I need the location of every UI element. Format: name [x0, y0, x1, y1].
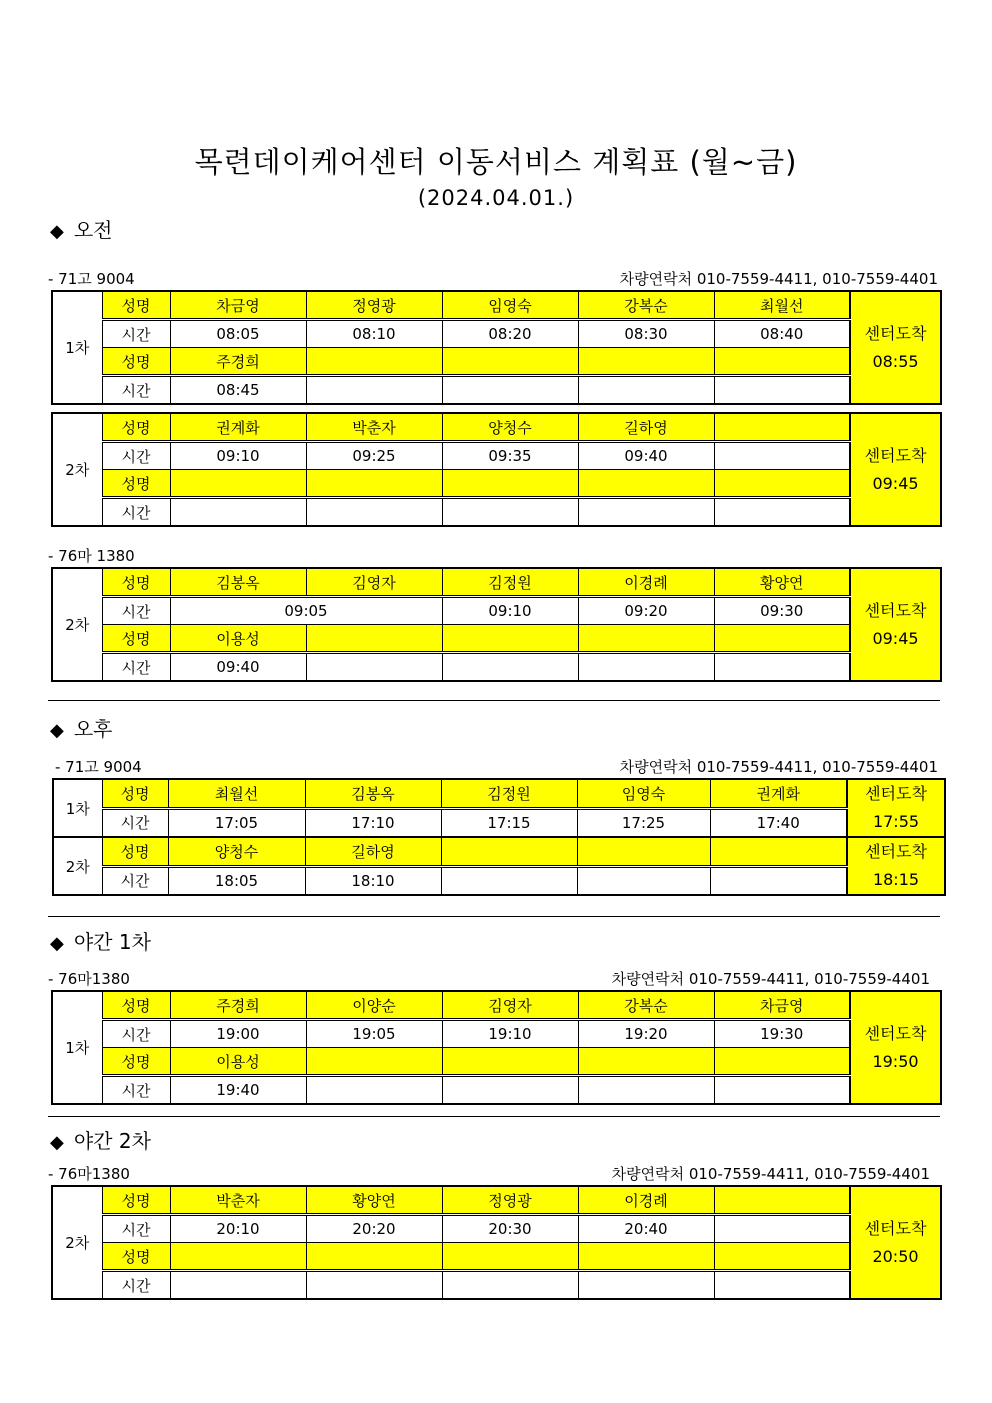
- section-heading-am: ◆ 오전: [50, 218, 113, 242]
- arrival-time: 18:15: [872, 870, 920, 889]
- time-cell: 19:30: [714, 1020, 850, 1048]
- name-cell: 권계화: [170, 413, 306, 442]
- time-cell: 08:20: [442, 320, 578, 348]
- page-title: 목련데이케어센터 이동서비스 계획표 (월~금): [194, 145, 798, 179]
- round-label: 2차: [52, 568, 102, 681]
- diamond-icon: ◆: [50, 720, 64, 741]
- name-cell: 김봉옥: [170, 568, 306, 597]
- time-label: 시간: [102, 498, 170, 527]
- name-cell: [170, 470, 306, 498]
- name-cell: 김영자: [442, 991, 578, 1020]
- name-cell: 황양연: [306, 1186, 442, 1215]
- time-cell: [577, 866, 710, 895]
- time-cell: 17:40: [710, 808, 847, 837]
- time-label: 시간: [102, 653, 170, 682]
- vehicle-contact: 차량연락처 010-7559-4411, 010-7559-4401: [619, 758, 938, 776]
- time-cell: 09:30: [714, 597, 850, 625]
- round-label: 2차: [52, 1186, 102, 1299]
- name-label: 성명: [102, 291, 170, 320]
- name-cell: 양청수: [442, 413, 578, 442]
- name-cell: 이경례: [578, 1186, 714, 1215]
- arrival-cell: 센터도착 19:50: [850, 991, 941, 1104]
- time-cell: [714, 653, 850, 682]
- name-cell: [306, 625, 442, 653]
- time-cell: 19:20: [578, 1020, 714, 1048]
- time-cell: [306, 653, 442, 682]
- arrival-cell: 센터도착 17:55: [847, 779, 945, 837]
- name-cell: 길하영: [305, 837, 441, 866]
- time-cell: [170, 1271, 306, 1300]
- time-cell: 09:40: [578, 442, 714, 470]
- name-cell: [441, 837, 577, 866]
- name-cell: [577, 837, 710, 866]
- name-label: 성명: [102, 625, 170, 653]
- schedule-table-am-2: [51, 412, 942, 527]
- name-label: 성명: [102, 413, 170, 442]
- time-label: 시간: [102, 1076, 170, 1105]
- time-cell: [442, 1076, 578, 1105]
- time-label: 시간: [102, 376, 170, 405]
- round-label: 2차: [52, 413, 102, 526]
- diamond-icon: ◆: [50, 933, 64, 954]
- vehicle-contact: 차량연락처 010-7559-4411, 010-7559-4401: [611, 1165, 930, 1183]
- name-label: 성명: [102, 779, 168, 808]
- time-cell: [578, 498, 714, 527]
- name-cell: 강복순: [578, 291, 714, 320]
- time-label: 시간: [102, 442, 170, 470]
- time-cell: [578, 653, 714, 682]
- time-cell: 17:10: [305, 808, 441, 837]
- name-cell: 차금영: [714, 991, 850, 1020]
- time-cell: 18:05: [168, 866, 305, 895]
- name-cell: 임영숙: [577, 779, 710, 808]
- vehicle-number: - 76마1380: [48, 1165, 130, 1183]
- time-cell: 08:45: [170, 376, 306, 405]
- time-cell: 08:40: [714, 320, 850, 348]
- time-cell: 09:35: [442, 442, 578, 470]
- name-label: 성명: [102, 1186, 170, 1215]
- arrival-time: 09:45: [872, 628, 919, 648]
- time-cell: [306, 1271, 442, 1300]
- section-divider: [48, 1116, 940, 1117]
- time-cell: [578, 1076, 714, 1105]
- time-cell: 17:25: [577, 808, 710, 837]
- time-cell: [306, 376, 442, 405]
- time-cell: 09:10: [442, 597, 578, 625]
- name-cell: [578, 470, 714, 498]
- name-cell: 길하영: [578, 413, 714, 442]
- arrival-time: 09:45: [872, 473, 919, 493]
- vehicle-number: - 76마 1380: [48, 547, 135, 565]
- name-cell: [578, 1048, 714, 1076]
- name-cell: [306, 1048, 442, 1076]
- time-cell: [714, 376, 850, 405]
- section-heading-night-1: ◆ 야간 1차: [50, 930, 151, 954]
- name-cell: 정영광: [442, 1186, 578, 1215]
- time-cell: [714, 498, 850, 527]
- section-heading-night-2: ◆ 야간 2차: [50, 1129, 151, 1153]
- page-date: (2024.04.01.): [417, 186, 575, 210]
- time-cell: [306, 1076, 442, 1105]
- time-cell: 19:00: [170, 1020, 306, 1048]
- vehicle-contact: 차량연락처 010-7559-4411, 010-7559-4401: [619, 270, 938, 288]
- time-cell: [442, 653, 578, 682]
- schedule-table-night-1: [51, 990, 942, 1105]
- name-cell: [714, 1243, 850, 1271]
- time-cell-merged: 09:05: [170, 597, 442, 625]
- vehicle-number: - 76마1380: [48, 970, 130, 988]
- time-cell: 08:30: [578, 320, 714, 348]
- time-cell: 09:25: [306, 442, 442, 470]
- section-heading-pm: ◆ 오후: [50, 717, 113, 741]
- name-cell: 양청수: [168, 837, 305, 866]
- time-cell: [442, 498, 578, 527]
- name-cell: 최월선: [168, 779, 305, 808]
- diamond-icon: ◆: [50, 221, 64, 242]
- time-cell: 17:15: [441, 808, 577, 837]
- name-label: 성명: [102, 568, 170, 597]
- time-cell: 09:20: [578, 597, 714, 625]
- time-cell: 08:05: [170, 320, 306, 348]
- name-cell: 주경희: [170, 348, 306, 376]
- name-cell: 김정원: [441, 779, 577, 808]
- arrival-cell: 센터도착 08:55: [850, 291, 941, 404]
- name-cell: 이용성: [170, 625, 306, 653]
- name-cell: [578, 1243, 714, 1271]
- arrival-cell: 센터도착 09:45: [850, 413, 941, 526]
- arrival-cell: 센터도착 09:45: [850, 568, 941, 681]
- round-label: 1차: [53, 779, 102, 837]
- time-cell: [714, 442, 850, 470]
- time-label: 시간: [102, 866, 168, 895]
- name-cell: [710, 837, 847, 866]
- name-cell: [306, 1243, 442, 1271]
- arrival-time: 08:55: [872, 351, 919, 371]
- name-cell: [442, 348, 578, 376]
- time-cell: [578, 376, 714, 405]
- name-cell: 이경례: [578, 568, 714, 597]
- name-label: 성명: [102, 470, 170, 498]
- name-label: 성명: [102, 837, 168, 866]
- time-cell: [578, 1271, 714, 1300]
- time-cell: [714, 1271, 850, 1300]
- arrival-cell: 센터도착 20:50: [850, 1186, 941, 1299]
- name-cell: 이용성: [170, 1048, 306, 1076]
- name-cell: 박춘자: [170, 1186, 306, 1215]
- name-cell: 차금영: [170, 291, 306, 320]
- section-divider: [48, 916, 940, 917]
- name-cell: [578, 625, 714, 653]
- name-cell: 이양순: [306, 991, 442, 1020]
- name-cell: 황양연: [714, 568, 850, 597]
- name-cell: 최월선: [714, 291, 850, 320]
- time-cell: 19:10: [442, 1020, 578, 1048]
- name-cell: [442, 1048, 578, 1076]
- time-cell: 19:40: [170, 1076, 306, 1105]
- time-cell: 08:10: [306, 320, 442, 348]
- name-cell: [442, 470, 578, 498]
- name-label: 성명: [102, 1048, 170, 1076]
- arrival-cell: 센터도착 18:15: [847, 837, 945, 895]
- time-cell: [710, 866, 847, 895]
- schedule-table-night-2: [51, 1185, 942, 1300]
- time-cell: [714, 1076, 850, 1105]
- name-cell: [578, 348, 714, 376]
- name-cell: 정영광: [306, 291, 442, 320]
- time-cell: 09:40: [170, 653, 306, 682]
- time-label: 시간: [102, 1215, 170, 1243]
- name-cell: [714, 413, 850, 442]
- name-cell: 박춘자: [306, 413, 442, 442]
- vehicle-number: - 71고 9004: [55, 758, 142, 776]
- name-cell: 김정원: [442, 568, 578, 597]
- name-cell: [170, 1243, 306, 1271]
- name-label: 성명: [102, 1243, 170, 1271]
- name-cell: [442, 625, 578, 653]
- time-cell: 17:05: [168, 808, 305, 837]
- name-cell: [442, 1243, 578, 1271]
- arrival-time: 17:55: [872, 812, 920, 831]
- schedule-table-pm: [52, 778, 946, 896]
- time-cell: [170, 498, 306, 527]
- schedule-table-am-1: [51, 290, 942, 405]
- name-cell: 김봉옥: [305, 779, 441, 808]
- name-cell: 임영숙: [442, 291, 578, 320]
- name-cell: 김영자: [306, 568, 442, 597]
- time-cell: [442, 1271, 578, 1300]
- vehicle-contact: 차량연락처 010-7559-4411, 010-7559-4401: [611, 970, 930, 988]
- schedule-table-am-3: [51, 567, 942, 682]
- name-cell: [714, 625, 850, 653]
- section-divider: [48, 700, 940, 701]
- time-label: 시간: [102, 320, 170, 348]
- name-cell: [306, 470, 442, 498]
- time-label: 시간: [102, 808, 168, 837]
- time-label: 시간: [102, 1020, 170, 1048]
- time-cell: 19:05: [306, 1020, 442, 1048]
- vehicle-number: - 71고 9004: [48, 270, 135, 288]
- name-label: 성명: [102, 991, 170, 1020]
- name-cell: [714, 470, 850, 498]
- name-cell: 주경희: [170, 991, 306, 1020]
- name-cell: [306, 348, 442, 376]
- time-cell: [714, 1215, 850, 1243]
- time-cell: [442, 376, 578, 405]
- time-cell: [441, 866, 577, 895]
- name-cell: [714, 1186, 850, 1215]
- round-label: 1차: [52, 291, 102, 404]
- name-label: 성명: [102, 348, 170, 376]
- name-cell: 권계화: [710, 779, 847, 808]
- time-cell: 20:20: [306, 1215, 442, 1243]
- round-label: 1차: [52, 991, 102, 1104]
- diamond-icon: ◆: [50, 1132, 64, 1153]
- arrival-time: 20:50: [872, 1246, 919, 1266]
- time-cell: 20:40: [578, 1215, 714, 1243]
- name-cell: [714, 348, 850, 376]
- time-cell: [306, 498, 442, 527]
- name-cell: 강복순: [578, 991, 714, 1020]
- time-label: 시간: [102, 1271, 170, 1300]
- time-cell: 09:10: [170, 442, 306, 470]
- time-label: 시간: [102, 597, 170, 625]
- round-label: 2차: [53, 837, 102, 895]
- time-cell: 18:10: [305, 866, 441, 895]
- time-cell: 20:30: [442, 1215, 578, 1243]
- arrival-time: 19:50: [872, 1051, 919, 1071]
- time-cell: 20:10: [170, 1215, 306, 1243]
- name-cell: [714, 1048, 850, 1076]
